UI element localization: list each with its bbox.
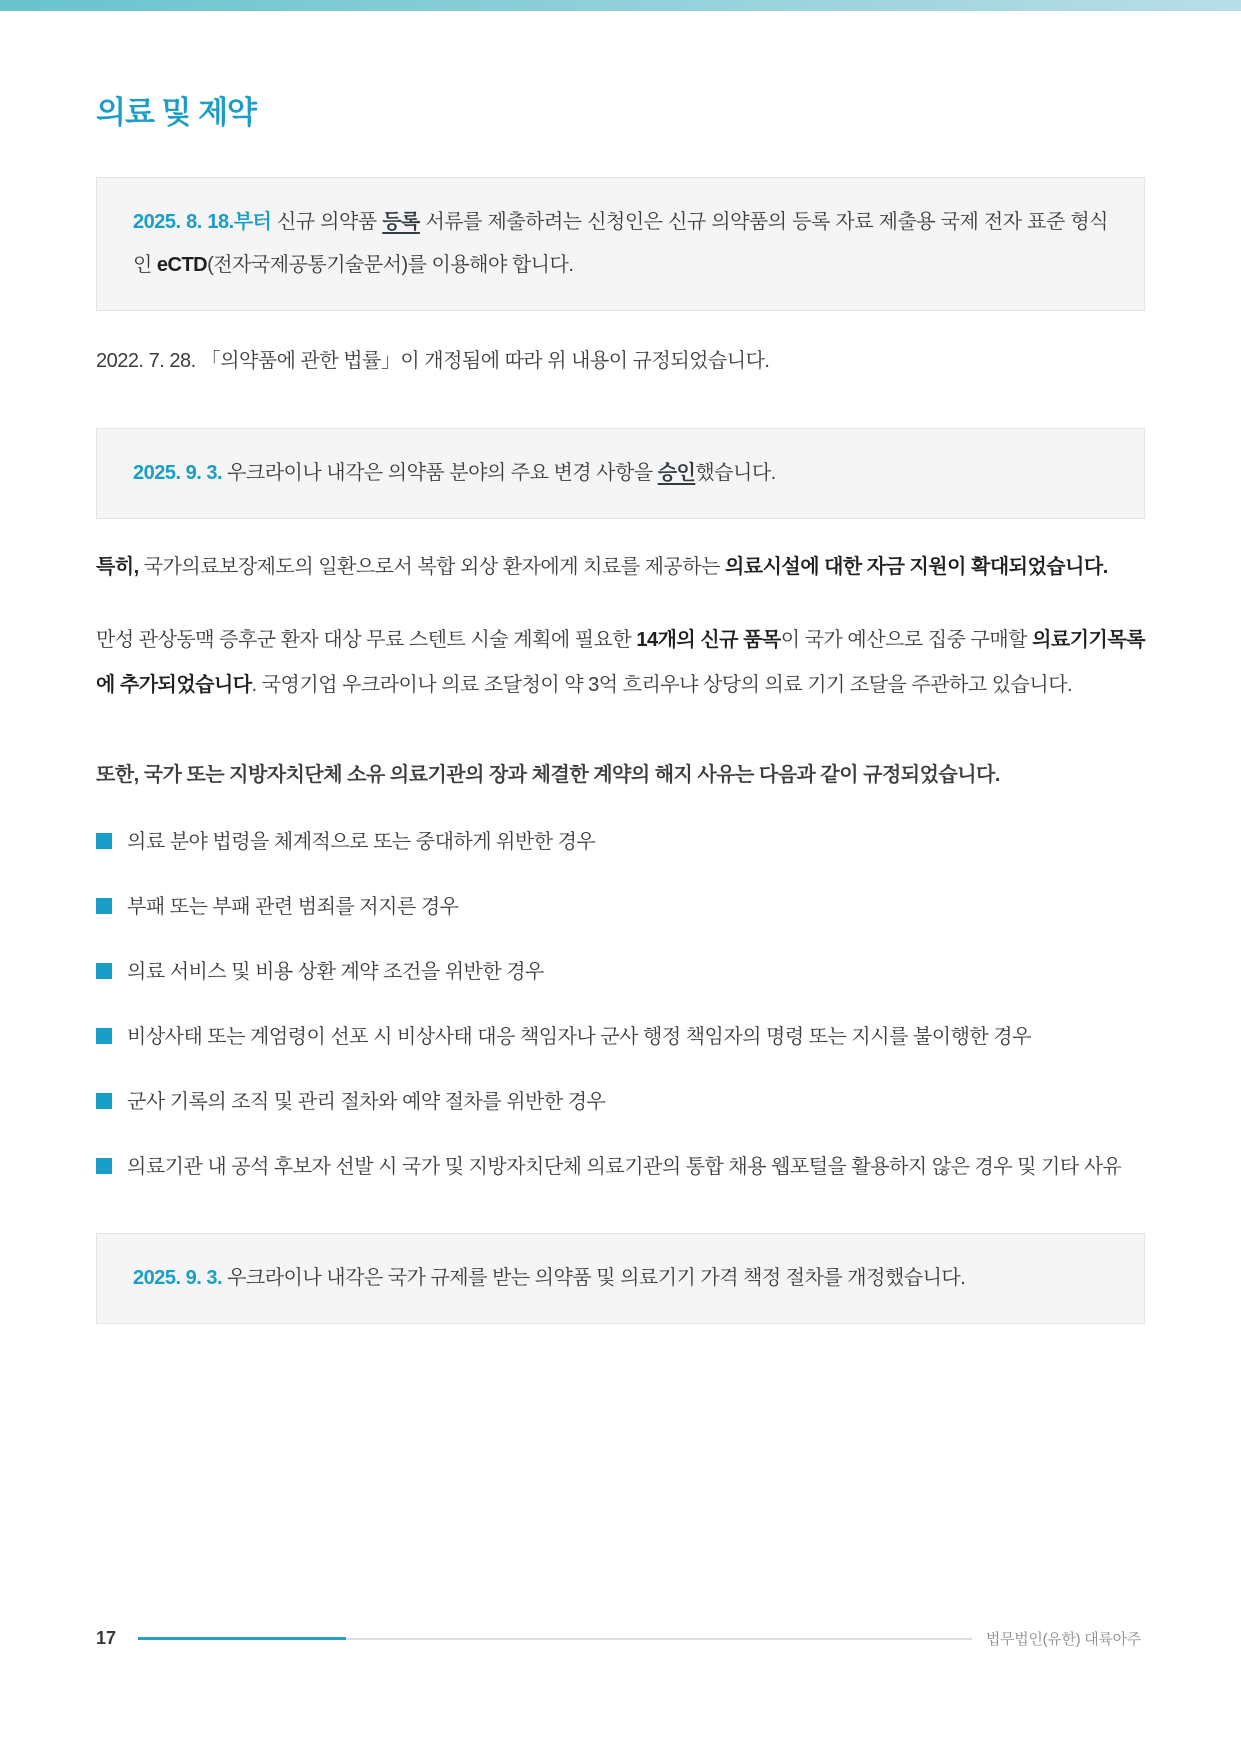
page-number: 17	[96, 1628, 117, 1648]
reason-text: 의료 서비스 및 비용 상환 계약 조건을 위반한 경우	[127, 961, 544, 983]
para-text: 국가의료보장제도의 일환으로서 복합 외상 환자에게 치료를 제공하는	[138, 556, 725, 578]
termination-reason-item	[96, 823, 1145, 861]
bullet-square-icon	[96, 898, 112, 914]
para-funding-expansion	[96, 545, 1145, 590]
page-footer	[0, 1628, 1241, 1649]
para-text: 이 국가 예산으로 집중 구매할	[780, 629, 1033, 651]
termination-reason-item	[96, 888, 1145, 926]
footer-divider-gray-segment	[346, 1638, 971, 1640]
bullet-square-icon	[96, 1093, 112, 1109]
firm-name: 법무법인(유한) 대륙아주	[985, 1631, 1141, 1648]
footer-divider-line	[138, 1637, 972, 1640]
callout-date: 2025. 8. 18.부터	[133, 211, 272, 233]
para-termination-intro: 또한, 국가 또는 지방자치단체 소유 의료기관의 장과 체결한 계약의 해지 사유는 다음과 같이 규정되었습니다.	[96, 764, 1000, 786]
termination-reasons-list	[96, 823, 1145, 1186]
para-stent-procurement	[96, 618, 1145, 708]
reason-text: 의료 분야 법령을 체계적으로 또는 중대하게 위반한 경우	[127, 831, 596, 853]
callout-text: 우크라이나 내각은 국가 규제를 받는 의약품 및 의료기기 가격 책정 절차를 개정했습니다.	[222, 1267, 966, 1289]
callout-text: 했습니다.	[695, 462, 776, 484]
termination-reason-item	[96, 953, 1145, 991]
bullet-square-icon	[96, 1028, 112, 1044]
callout-date: 2025. 9. 3.	[133, 1267, 223, 1289]
footer-divider-accent-segment	[138, 1637, 346, 1640]
callout-text: 서류를 제출하려는 신청인은 신규 의약품의 등록 자료 제출용 국제 전자 표준 형식인	[133, 211, 1108, 276]
callout-text: (전자국제공통기술문서)를 이용해야 합니다.	[207, 254, 574, 276]
termination-reason-item	[96, 1083, 1145, 1121]
para-text: 만성 관상동맥 증후군 환자 대상 무료 스텐트 시술 계획에 필요한	[96, 629, 637, 651]
callout-ectd-requirement	[96, 177, 1145, 311]
para-emphasis: 의료기기목록에 추가되었습니다	[96, 629, 1146, 696]
bullet-square-icon	[96, 963, 112, 979]
approval-link[interactable]: 승인	[657, 462, 696, 484]
reason-text: 군사 기록의 조직 및 관리 절차와 예약 절차를 위반한 경우	[127, 1091, 606, 1113]
callout-cabinet-approval	[96, 428, 1145, 519]
para-emphasis: 14개의 신규 품목	[636, 629, 781, 651]
bullet-square-icon	[96, 833, 112, 849]
para-lead: 특히,	[96, 556, 139, 578]
callout-date: 2025. 9. 3.	[133, 462, 223, 484]
para-emphasis: 의료시설에 대한 자금 지원이 확대되었습니다.	[724, 556, 1108, 578]
para-text: . 국영기업 우크라이나 의료 조달청이 약 3억 흐리우냐 상당의 의료 기기 조달을 주관하고 있습니다.	[251, 674, 1073, 696]
reason-text: 부패 또는 부패 관련 범죄를 저지른 경우	[127, 896, 459, 918]
ectd-term: eCTD	[156, 254, 208, 276]
para-law-amendment: 2022. 7. 28. 「의약품에 관한 법률」이 개정됨에 따라 위 내용이 규정되었습니다.	[96, 350, 770, 372]
reason-text: 비상사태 또는 계엄령이 선포 시 비상사태 대응 책임자나 군사 행정 책임자의 명령 또는 지시를 불이행한 경우	[127, 1026, 1031, 1048]
termination-reason-item	[96, 1018, 1145, 1056]
page-content	[0, 95, 1241, 1324]
top-accent-bar	[0, 0, 1241, 11]
callout-pricing-amendment	[96, 1233, 1145, 1324]
registration-link[interactable]: 등록	[382, 211, 420, 233]
reason-text: 의료기관 내 공석 후보자 선발 시 국가 및 지방자치단체 의료기관의 통합 채용 웹포털을 활용하지 않은 경우 및 기타 사유	[127, 1156, 1122, 1178]
page-title: 의료 및 제약	[96, 95, 256, 130]
termination-reason-item	[96, 1148, 1145, 1186]
callout-text: 신규 의약품	[271, 211, 383, 233]
callout-text: 우크라이나 내각은 의약품 분야의 주요 변경 사항을	[222, 462, 658, 484]
bullet-square-icon	[96, 1158, 112, 1174]
